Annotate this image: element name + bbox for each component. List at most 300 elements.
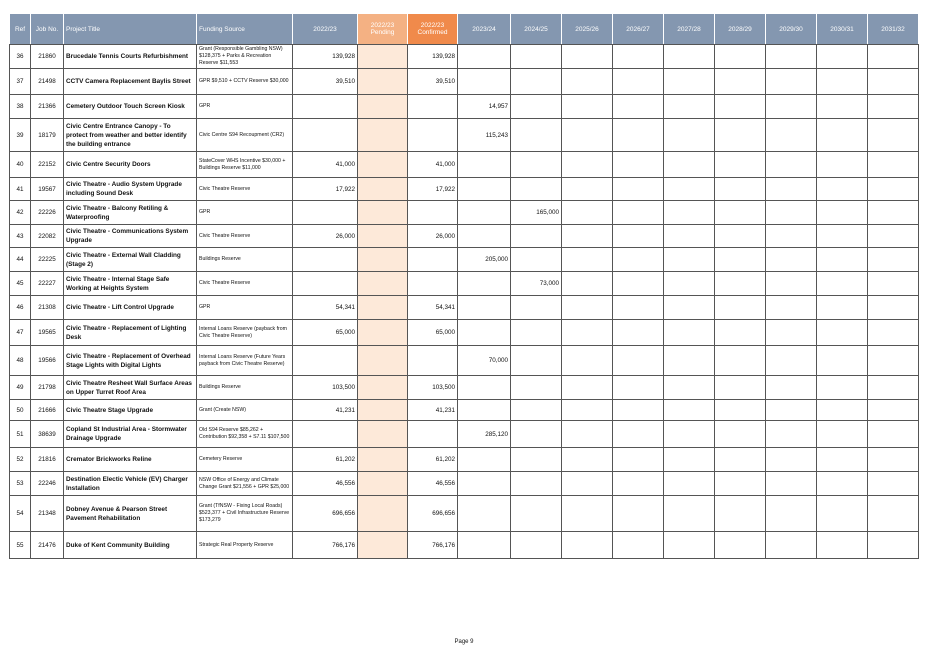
project-title-cell: Civic Centre Entrance Canopy - To protect from weather and better identify the building entrance (64, 119, 197, 152)
table-row (10, 95, 919, 119)
empty-year-cell (766, 532, 817, 559)
project-title-cell: Civic Centre Security Doors (64, 152, 197, 178)
empty-year-cell (664, 272, 715, 296)
value-2022-23-confirmed-cell: 46,556 (408, 472, 458, 496)
project-title-cell: Civic Theatre - Communications System Upgrade (64, 225, 197, 248)
value-2024-25-cell (511, 296, 562, 320)
funding-source-cell: StateCover WHS Incentive $30,000 + Buildings Reserve $11,000 (197, 152, 293, 178)
value-2022-23-pending-cell (358, 496, 408, 532)
empty-year-cell (613, 421, 664, 448)
value-2022-23-cell (293, 95, 358, 119)
empty-year-cell (715, 400, 766, 421)
empty-year-cell (817, 201, 868, 225)
empty-year-cell (664, 320, 715, 346)
funding-source-cell: Civic Centre S94 Recoupment (CR2) (197, 119, 293, 152)
empty-year-cell (562, 95, 613, 119)
ref-cell: 42 (10, 201, 31, 225)
empty-year-cell (613, 152, 664, 178)
empty-year-cell (817, 225, 868, 248)
empty-year-cell (715, 201, 766, 225)
empty-year-cell (715, 421, 766, 448)
value-2022-23-cell (293, 119, 358, 152)
value-2022-23-cell: 26,000 (293, 225, 358, 248)
value-2023-24-cell (458, 296, 511, 320)
empty-year-cell (562, 178, 613, 201)
col-job-no: Job No. (31, 14, 64, 45)
value-2024-25-cell (511, 119, 562, 152)
project-title-cell: Destination Electic Vehicle (EV) Charger Installation (64, 472, 197, 496)
empty-year-cell (562, 532, 613, 559)
empty-year-cell (613, 448, 664, 472)
value-2024-25-cell (511, 421, 562, 448)
empty-year-cell (817, 119, 868, 152)
job-no-cell: 22082 (31, 225, 64, 248)
col-2024-25: 2024/25 (511, 14, 562, 45)
empty-year-cell (562, 45, 613, 69)
value-2022-23-confirmed-cell: 61,202 (408, 448, 458, 472)
value-2022-23-confirmed-cell (408, 95, 458, 119)
job-no-cell: 21860 (31, 45, 64, 69)
empty-year-cell (562, 376, 613, 400)
value-2024-25-cell (511, 225, 562, 248)
value-2022-23-pending-cell (358, 119, 408, 152)
empty-year-cell (766, 376, 817, 400)
value-2023-24-cell (458, 532, 511, 559)
empty-year-cell (715, 296, 766, 320)
value-2022-23-cell: 65,000 (293, 320, 358, 346)
empty-year-cell (868, 472, 919, 496)
empty-year-cell (562, 152, 613, 178)
funding-source-cell: Grant (TfNSW - Fixing Local Roads) $523,377 + Civil Infrastructure Reserve $173,279 (197, 496, 293, 532)
empty-year-cell (817, 421, 868, 448)
value-2022-23-cell (293, 201, 358, 225)
value-2024-25-cell (511, 45, 562, 69)
empty-year-cell (868, 421, 919, 448)
empty-year-cell (868, 346, 919, 376)
empty-year-cell (664, 421, 715, 448)
table-row (10, 272, 919, 296)
empty-year-cell (766, 248, 817, 272)
job-no-cell: 21816 (31, 448, 64, 472)
value-2022-23-confirmed-cell (408, 421, 458, 448)
col-2027-28: 2027/28 (664, 14, 715, 45)
ref-cell: 50 (10, 400, 31, 421)
funding-source-cell: Buildings Reserve (197, 376, 293, 400)
empty-year-cell (715, 448, 766, 472)
project-title-cell: Civic Theatre - Internal Stage Safe Working at Heights System (64, 272, 197, 296)
value-2022-23-pending-cell (358, 95, 408, 119)
empty-year-cell (868, 272, 919, 296)
empty-year-cell (868, 320, 919, 346)
empty-year-cell (715, 532, 766, 559)
value-2022-23-pending-cell (358, 346, 408, 376)
job-no-cell: 19565 (31, 320, 64, 346)
value-2023-24-cell (458, 376, 511, 400)
table-row (10, 320, 919, 346)
empty-year-cell (817, 472, 868, 496)
table-body (10, 45, 919, 559)
empty-year-cell (715, 272, 766, 296)
value-2022-23-cell: 54,341 (293, 296, 358, 320)
value-2022-23-cell: 41,000 (293, 152, 358, 178)
empty-year-cell (868, 225, 919, 248)
project-title-cell: Civic Theatre - Replacement of Lighting Desk (64, 320, 197, 346)
value-2022-23-confirmed-cell: 54,341 (408, 296, 458, 320)
value-2022-23-confirmed-cell: 17,922 (408, 178, 458, 201)
value-2022-23-pending-cell (358, 376, 408, 400)
empty-year-cell (715, 376, 766, 400)
value-2022-23-confirmed-cell (408, 248, 458, 272)
funding-source-cell: NSW Office of Energy and Climate Change Grant $21,556 + GPR $25,000 (197, 472, 293, 496)
empty-year-cell (715, 225, 766, 248)
job-no-cell: 22227 (31, 272, 64, 296)
empty-year-cell (613, 178, 664, 201)
empty-year-cell (613, 272, 664, 296)
empty-year-cell (868, 119, 919, 152)
value-2022-23-pending-cell (358, 400, 408, 421)
empty-year-cell (766, 496, 817, 532)
empty-year-cell (613, 201, 664, 225)
value-2022-23-cell: 103,500 (293, 376, 358, 400)
ref-cell: 44 (10, 248, 31, 272)
job-no-cell: 22226 (31, 201, 64, 225)
empty-year-cell (562, 346, 613, 376)
value-2024-25-cell (511, 400, 562, 421)
ref-cell: 41 (10, 178, 31, 201)
value-2022-23-pending-cell (358, 532, 408, 559)
empty-year-cell (766, 346, 817, 376)
empty-year-cell (766, 400, 817, 421)
empty-year-cell (715, 346, 766, 376)
table-row (10, 421, 919, 448)
value-2022-23-confirmed-cell: 41,000 (408, 152, 458, 178)
funding-source-cell: Internal Loans Reserve (payback from Civic Theatre Reserve) (197, 320, 293, 346)
project-title-cell: Dobney Avenue & Pearson Street Pavement Rehabilitation (64, 496, 197, 532)
project-title-cell: CCTV Camera Replacement Baylis Street (64, 69, 197, 95)
empty-year-cell (715, 152, 766, 178)
empty-year-cell (817, 152, 868, 178)
value-2022-23-confirmed-cell (408, 272, 458, 296)
value-2022-23-confirmed-cell: 766,176 (408, 532, 458, 559)
value-2023-24-cell: 14,957 (458, 95, 511, 119)
job-no-cell: 21366 (31, 95, 64, 119)
funding-source-cell: Strategic Real Property Reserve (197, 532, 293, 559)
empty-year-cell (664, 152, 715, 178)
empty-year-cell (562, 472, 613, 496)
col-2031-32: 2031/32 (868, 14, 919, 45)
project-title-cell: Cemetery Outdoor Touch Screen Kiosk (64, 95, 197, 119)
value-2022-23-cell: 696,656 (293, 496, 358, 532)
value-2022-23-cell: 61,202 (293, 448, 358, 472)
empty-year-cell (868, 400, 919, 421)
ref-cell: 45 (10, 272, 31, 296)
funding-source-cell: Civic Theatre Reserve (197, 272, 293, 296)
empty-year-cell (766, 152, 817, 178)
value-2022-23-pending-cell (358, 448, 408, 472)
empty-year-cell (664, 119, 715, 152)
ref-cell: 55 (10, 532, 31, 559)
funding-source-cell: Civic Theatre Reserve (197, 178, 293, 201)
funding-source-cell: GPR $9,510 + CCTV Reserve $30,000 (197, 69, 293, 95)
job-no-cell: 22152 (31, 152, 64, 178)
col-2028-29: 2028/29 (715, 14, 766, 45)
empty-year-cell (817, 376, 868, 400)
empty-year-cell (868, 448, 919, 472)
empty-year-cell (715, 95, 766, 119)
ref-cell: 38 (10, 95, 31, 119)
project-title-cell: Cremator Brickworks Reline (64, 448, 197, 472)
value-2024-25-cell (511, 248, 562, 272)
col-funding-source: Funding Source (197, 14, 293, 45)
empty-year-cell (664, 45, 715, 69)
value-2024-25-cell (511, 152, 562, 178)
empty-year-cell (715, 496, 766, 532)
funding-source-cell: Cemetery Reserve (197, 448, 293, 472)
empty-year-cell (766, 45, 817, 69)
job-no-cell: 21798 (31, 376, 64, 400)
ref-cell: 48 (10, 346, 31, 376)
job-no-cell: 21348 (31, 496, 64, 532)
table-row (10, 532, 919, 559)
empty-year-cell (562, 496, 613, 532)
empty-year-cell (562, 448, 613, 472)
empty-year-cell (868, 178, 919, 201)
ref-cell: 40 (10, 152, 31, 178)
value-2024-25-cell (511, 346, 562, 376)
project-title-cell: Civic Theatre - Lift Control Upgrade (64, 296, 197, 320)
funding-source-cell: Grant (Responsible Gambling NSW) $128,375 + Parks & Recreation Reserve $11,553 (197, 45, 293, 69)
job-no-cell: 19567 (31, 178, 64, 201)
col-2022-23-confirmed: 2022/23 Confirmed (408, 14, 458, 45)
col-2023-24: 2023/24 (458, 14, 511, 45)
value-2022-23-cell: 46,556 (293, 472, 358, 496)
value-2024-25-cell (511, 496, 562, 532)
empty-year-cell (817, 448, 868, 472)
value-2022-23-confirmed-cell: 139,928 (408, 45, 458, 69)
empty-year-cell (715, 320, 766, 346)
empty-year-cell (868, 201, 919, 225)
value-2022-23-cell (293, 421, 358, 448)
empty-year-cell (868, 376, 919, 400)
empty-year-cell (562, 320, 613, 346)
table-row (10, 448, 919, 472)
empty-year-cell (613, 69, 664, 95)
empty-year-cell (715, 45, 766, 69)
value-2022-23-cell (293, 346, 358, 376)
empty-year-cell (664, 248, 715, 272)
value-2022-23-pending-cell (358, 421, 408, 448)
empty-year-cell (613, 400, 664, 421)
empty-year-cell (766, 95, 817, 119)
empty-year-cell (613, 95, 664, 119)
capital-works-table (9, 13, 919, 559)
empty-year-cell (613, 346, 664, 376)
col-2029-30: 2029/30 (766, 14, 817, 45)
value-2022-23-pending-cell (358, 472, 408, 496)
project-title-cell: Civic Theatre Resheet Wall Surface Areas on Upper Turret Roof Area (64, 376, 197, 400)
empty-year-cell (817, 248, 868, 272)
table-row (10, 400, 919, 421)
value-2022-23-pending-cell (358, 225, 408, 248)
empty-year-cell (766, 320, 817, 346)
ref-cell: 36 (10, 45, 31, 69)
col-ref: Ref (10, 14, 31, 45)
value-2022-23-confirmed-cell: 696,656 (408, 496, 458, 532)
value-2023-24-cell (458, 272, 511, 296)
empty-year-cell (613, 472, 664, 496)
value-2024-25-cell (511, 178, 562, 201)
value-2022-23-pending-cell (358, 272, 408, 296)
empty-year-cell (766, 225, 817, 248)
job-no-cell: 21666 (31, 400, 64, 421)
value-2022-23-pending-cell (358, 201, 408, 225)
value-2023-24-cell (458, 45, 511, 69)
empty-year-cell (817, 296, 868, 320)
value-2024-25-cell (511, 69, 562, 95)
empty-year-cell (613, 376, 664, 400)
table-row (10, 296, 919, 320)
job-no-cell: 21498 (31, 69, 64, 95)
funding-source-cell: GPR (197, 95, 293, 119)
job-no-cell: 18179 (31, 119, 64, 152)
empty-year-cell (613, 119, 664, 152)
table-row (10, 119, 919, 152)
value-2022-23-pending-cell (358, 320, 408, 346)
empty-year-cell (613, 532, 664, 559)
value-2022-23-cell (293, 248, 358, 272)
job-no-cell: 19566 (31, 346, 64, 376)
empty-year-cell (664, 95, 715, 119)
ref-cell: 52 (10, 448, 31, 472)
table-row (10, 201, 919, 225)
value-2024-25-cell (511, 376, 562, 400)
empty-year-cell (562, 119, 613, 152)
project-title-cell: Civic Theatre - Audio System Upgrade including Sound Desk (64, 178, 197, 201)
empty-year-cell (562, 400, 613, 421)
empty-year-cell (715, 69, 766, 95)
project-title-cell: Copland St Industrial Area - Stormwater Drainage Upgrade (64, 421, 197, 448)
empty-year-cell (715, 178, 766, 201)
ref-cell: 37 (10, 69, 31, 95)
funding-source-cell: Grant (Create NSW) (197, 400, 293, 421)
job-no-cell: 21308 (31, 296, 64, 320)
empty-year-cell (715, 248, 766, 272)
col-2025-26: 2025/26 (562, 14, 613, 45)
value-2022-23-confirmed-cell: 41,231 (408, 400, 458, 421)
empty-year-cell (766, 448, 817, 472)
funding-source-cell: Internal Loans Reserve (Future Years payback from Civic Theatre Reserve) (197, 346, 293, 376)
value-2022-23-confirmed-cell: 103,500 (408, 376, 458, 400)
empty-year-cell (664, 296, 715, 320)
project-title-cell: Duke of Kent Community Building (64, 532, 197, 559)
value-2022-23-pending-cell (358, 296, 408, 320)
value-2022-23-confirmed-cell (408, 346, 458, 376)
value-2022-23-confirmed-cell: 39,510 (408, 69, 458, 95)
empty-year-cell (664, 346, 715, 376)
empty-year-cell (562, 272, 613, 296)
value-2023-24-cell: 205,000 (458, 248, 511, 272)
ref-cell: 47 (10, 320, 31, 346)
empty-year-cell (613, 225, 664, 248)
empty-year-cell (613, 296, 664, 320)
value-2023-24-cell (458, 320, 511, 346)
table-row (10, 178, 919, 201)
value-2022-23-pending-cell (358, 69, 408, 95)
empty-year-cell (817, 45, 868, 69)
empty-year-cell (766, 119, 817, 152)
funding-source-cell: GPR (197, 201, 293, 225)
funding-source-cell: Civic Theatre Reserve (197, 225, 293, 248)
project-title-cell: Civic Theatre - Balcony Retiling & Waterproofing (64, 201, 197, 225)
col-2022-23: 2022/23 (293, 14, 358, 45)
empty-year-cell (562, 201, 613, 225)
value-2023-24-cell: 115,243 (458, 119, 511, 152)
value-2024-25-cell: 73,000 (511, 272, 562, 296)
table-row (10, 248, 919, 272)
value-2022-23-pending-cell (358, 152, 408, 178)
job-no-cell: 38639 (31, 421, 64, 448)
value-2023-24-cell: 285,120 (458, 421, 511, 448)
job-no-cell: 22225 (31, 248, 64, 272)
value-2023-24-cell (458, 178, 511, 201)
value-2022-23-pending-cell (358, 45, 408, 69)
empty-year-cell (664, 532, 715, 559)
empty-year-cell (664, 201, 715, 225)
project-title-cell: Civic Theatre Stage Upgrade (64, 400, 197, 421)
empty-year-cell (664, 69, 715, 95)
empty-year-cell (868, 69, 919, 95)
empty-year-cell (715, 472, 766, 496)
empty-year-cell (766, 69, 817, 95)
value-2022-23-confirmed-cell: 26,000 (408, 225, 458, 248)
funding-source-cell: Old S94 Reserve $85,262 + Contribution $92,358 + S7.11 $107,500 (197, 421, 293, 448)
empty-year-cell (868, 296, 919, 320)
table-row (10, 346, 919, 376)
empty-year-cell (868, 496, 919, 532)
empty-year-cell (817, 496, 868, 532)
empty-year-cell (664, 225, 715, 248)
empty-year-cell (562, 69, 613, 95)
empty-year-cell (868, 152, 919, 178)
ref-cell: 54 (10, 496, 31, 532)
empty-year-cell (817, 346, 868, 376)
empty-year-cell (715, 119, 766, 152)
empty-year-cell (613, 45, 664, 69)
empty-year-cell (868, 95, 919, 119)
empty-year-cell (766, 201, 817, 225)
project-title-cell: Civic Theatre - External Wall Cladding (Stage 2) (64, 248, 197, 272)
job-no-cell: 22246 (31, 472, 64, 496)
header-row (10, 14, 919, 45)
col-2022-23-pending: 2022/23 Pending (358, 14, 408, 45)
empty-year-cell (664, 376, 715, 400)
ref-cell: 39 (10, 119, 31, 152)
empty-year-cell (766, 178, 817, 201)
col-project-title: Project Title (64, 14, 197, 45)
empty-year-cell (868, 532, 919, 559)
value-2023-24-cell (458, 400, 511, 421)
empty-year-cell (817, 69, 868, 95)
value-2023-24-cell: 70,000 (458, 346, 511, 376)
value-2023-24-cell (458, 448, 511, 472)
value-2022-23-cell: 139,928 (293, 45, 358, 69)
empty-year-cell (613, 248, 664, 272)
ref-cell: 46 (10, 296, 31, 320)
empty-year-cell (817, 320, 868, 346)
value-2022-23-cell (293, 272, 358, 296)
ref-cell: 49 (10, 376, 31, 400)
value-2023-24-cell (458, 152, 511, 178)
